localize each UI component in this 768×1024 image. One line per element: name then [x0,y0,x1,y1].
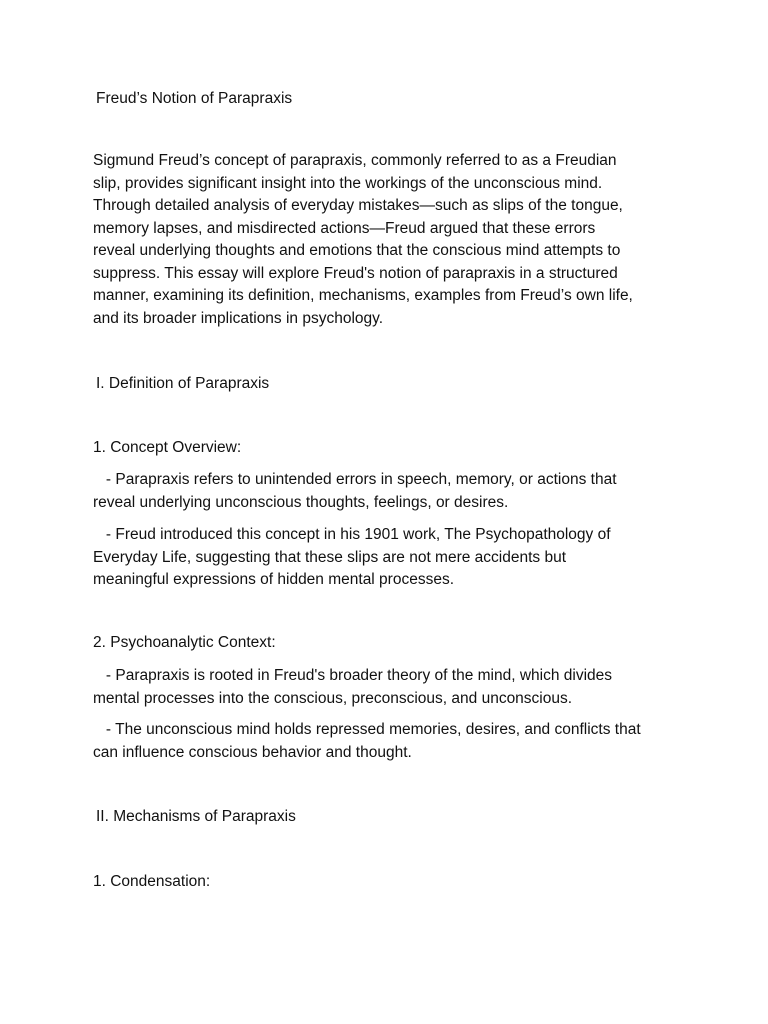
bullet-line: Everyday Life, suggesting that these slips are not mere accidents but [93,548,567,566]
bullet-paragraph [93,665,693,710]
bullet-line: - Freud introduced this concept in his 1901 work, The Psychopathology of [93,526,611,543]
intro-paragraph [93,150,693,330]
intro-line: reveal underlying thoughts and emotions that the conscious mind attempts to [93,242,621,259]
intro-line: manner, examining its definition, mechanisms, examples from Freud’s own life, [93,287,633,304]
bullet-line: reveal underlying unconscious thoughts, feelings, or desires. [93,493,509,511]
subsection-condensation [93,871,693,894]
intro-line: suppress. This essay will explore Freud's notion of parapraxis in a structured [93,264,618,282]
intro-line: and its broader implications in psychology. [93,309,384,327]
bullet-line: - Parapraxis refers to unintended errors in speech, memory, or actions that [93,471,617,488]
intro-line: slip, provides significant insight into the workings of the unconscious mind. [93,174,603,192]
bullet-line: mental processes into the conscious, preconscious, and unconscious. [93,689,573,707]
bullet-line: can influence conscious behavior and thought. [93,743,412,761]
bullet-paragraph [93,719,693,764]
subsection-concept-overview [93,437,693,460]
section-heading-mechanisms [96,806,696,829]
title-text: Freud’s Notion of Parapraxis [96,90,293,107]
document-title [96,88,696,111]
section-heading-text: II. Mechanisms of Parapraxis [96,808,296,825]
section-heading-definition [96,373,696,396]
intro-line: Through detailed analysis of everyday mistakes—such as slips of the tongue, [93,197,623,214]
intro-line: memory lapses, and misdirected actions—Freud argued that these errors [93,219,596,237]
section-heading-text: I. Definition of Parapraxis [96,375,270,392]
bullet-paragraph [93,469,693,514]
bullet-line: - Parapraxis is rooted in Freud's broader theory of the mind, which divides [93,667,613,684]
intro-line: Sigmund Freud’s concept of parapraxis, commonly referred to as a Freudian [93,152,617,169]
subsection-label: 2. Psychoanalytic Context: [93,634,276,651]
subsection-psychoanalytic-context [93,632,693,655]
bullet-line: - The unconscious mind holds repressed memories, desires, and conflicts that [93,721,641,738]
subsection-label: 1. Concept Overview: [93,439,242,456]
bullet-line: meaningful expressions of hidden mental processes. [93,571,455,588]
subsection-label: 1. Condensation: [93,873,211,890]
bullet-paragraph [93,524,693,592]
